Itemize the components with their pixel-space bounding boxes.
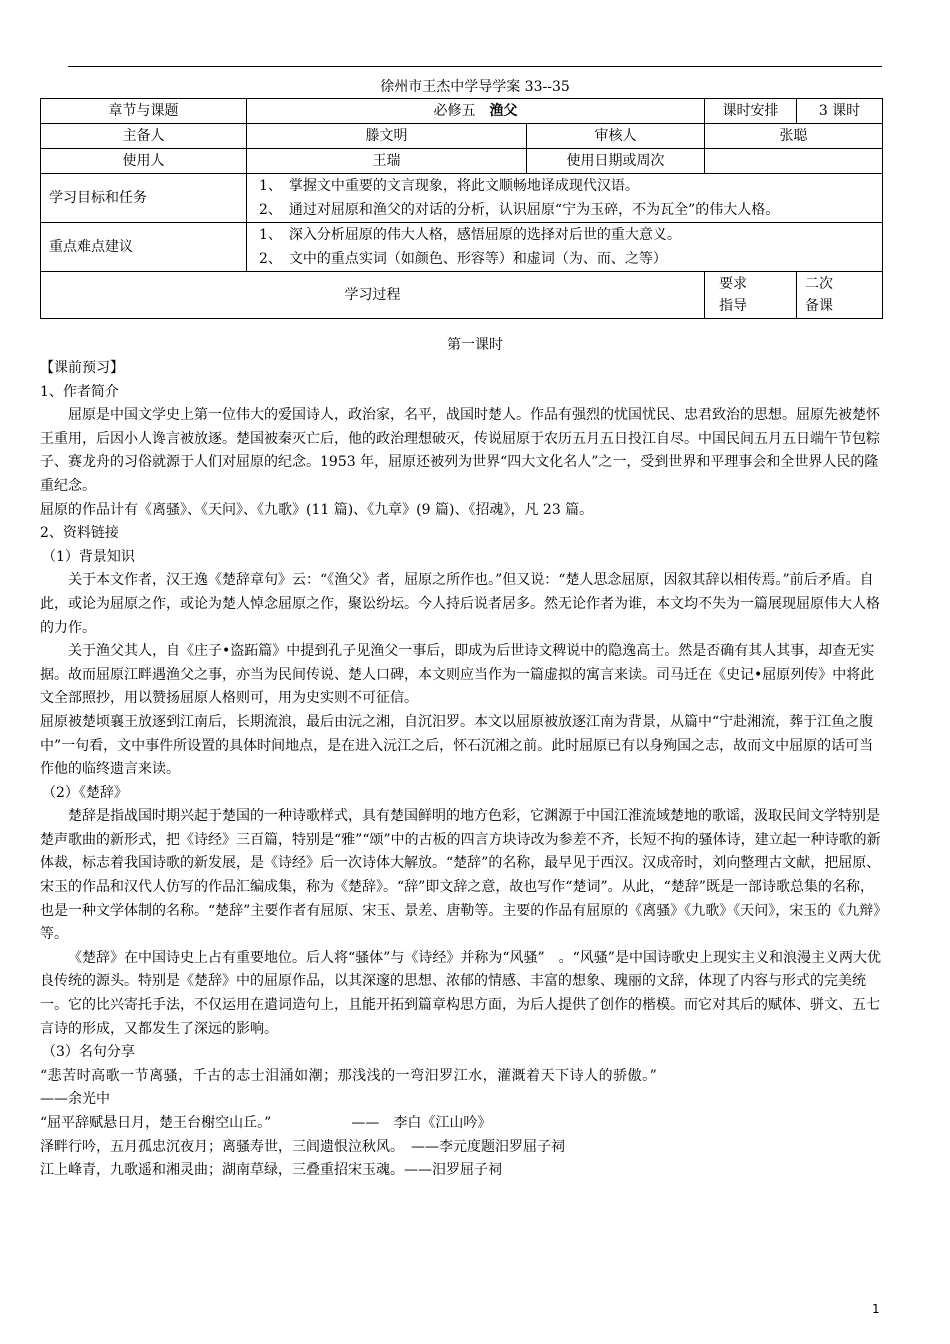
reviewer-value: 张聪 <box>705 124 883 149</box>
preview-section <box>40 357 882 1183</box>
goals-label: 学习目标和任务 <box>41 174 247 223</box>
goals-content <box>247 174 883 223</box>
preview-heading: 【课前预习】 <box>40 360 124 376</box>
chuci-paragraph: 楚辞是指战国时期兴起于楚国的一种诗歌样式，具有楚国鲜明的地方色彩，它渊源于中国江淮流域楚地的歌谣，汲取民间文学特别是楚声歌曲的新形式，把《诗经》三百篇，特别是“雅”“颂”中的古板的四言方块诗改为参差不齐，长短不拘的骚体诗，建立起一种诗歌的新体裁，标志着我国诗歌的新发展，是《诗经》后一次诗体大解放。“楚辞”的名称，最早见于西汉。汉成帝时，刘向整理古文献，把屈原、宋玉的作品和汉代人仿写的作品汇编成集，称为《楚辞》。“辞”即文辞之意，故也写作“楚词”。从此，“楚辞”既是一部诗歌总集的名称，也是一种文学体制的名称。“楚辞”主要作者有屈原、宋玉、景差、唐勒等。主要的作品有屈原的《离骚》《九歌》《天问》，宋玉的《九辩》等。 <box>40 808 881 943</box>
page-number: 1 <box>872 1302 880 1316</box>
goal-item: 2、 通过对屈原和渔父的对话的分析，认识屈原“宁为玉碎，不为瓦全”的伟大人格。 <box>259 202 780 218</box>
background-paragraph: 关于渔父其人，自《庄子•盗跖篇》中提到孔子见渔父一事后，即成为后世诗文稗说中的隐逸高士。然是否确有其人其事，却查无实据。故而屈原江畔遇渔父之事，亦当为民间传说、楚人口碑，本文则应当作为一篇虚拟的寓言来读。司马迁在《史记•屈原列传》中将此文全部照抄，用以赞扬屈原人格则可，用为史实则不可征信。 <box>40 643 875 707</box>
guidance-header: 要求 指导 <box>705 272 797 319</box>
author-heading: 1、作者简介 <box>40 383 119 400</box>
chapter-value: 必修五 渔父 <box>247 99 705 124</box>
date-value <box>705 149 883 174</box>
quotes-heading: （3）名句分享 <box>42 1044 135 1061</box>
schedule-value: 3 课时 <box>797 99 883 124</box>
table-row <box>41 223 883 272</box>
document-title: 徐州市王杰中学导学案 33--35 <box>380 79 570 95</box>
focus-item: 1、 深入分析屈原的伟大人格，感悟屈原的选择对后世的重大意义。 <box>259 227 681 243</box>
material-heading: 2、资料链接 <box>40 525 119 542</box>
quote-text: “悲苦时高歌一节离骚，千古的志士泪涌如潮；那浅浅的一弯汨罗江水，灌溉着天下诗人的骄傲。” <box>40 1067 658 1084</box>
reviewer-label: 审核人 <box>527 124 705 149</box>
author-paragraph: 屈原是中国文学史上第一位伟大的爱国诗人，政治家，名平，战国时楚人。作品有强烈的忧国忧民、忠君致治的思想。屈原先被楚怀王重用，后因小人谗言被放逐。楚国被秦灭亡后，他的政治理想破灭，传说屈原于农历五月五日投江自尽。中国民间五月五日端午节包粽子、赛龙舟的习俗就源于人们对屈原的纪念。1953 年，屈原还被列为世界“四大文化名人”之一，受到世界和平理事会和全世界人民的隆重纪念。 <box>40 407 880 494</box>
focus-item: 2、 文中的重点实词（如颜色、形容等）和虚词（为、而、之等） <box>259 251 667 267</box>
focus-content <box>247 223 883 272</box>
preparer-value: 滕文明 <box>247 124 527 149</box>
background-heading: （1）背景知识 <box>42 548 135 565</box>
lesson-info-table <box>40 98 883 319</box>
secondary-prep-header: 二次 备课 <box>797 272 883 319</box>
preparer-label: 主备人 <box>41 124 247 149</box>
date-label: 使用日期或周次 <box>527 149 705 174</box>
background-paragraph: 关于本文作者，汉王逸《楚辞章句》云：“《渔父》者，屈原之所作也。”但又说：“楚人思念屈原，因叙其辞以相传焉。”前后矛盾。自此，或论为屈原之作，或论为楚人悼念屈原之作，聚讼纷坛。今人持后说者居多。然无论作者为谁，本文均不失为一篇展现屈原伟大人格的力作。 <box>40 572 880 636</box>
works-line: 屈原的作品计有《离骚》、《天问》、《九歌》(11 篇)、《九章》(9 篇)、《招魂》，凡 23 篇。 <box>40 501 594 518</box>
table-row <box>41 174 883 223</box>
goal-item: 1、 掌握文中重要的文言现象，将此文顺畅地译成现代汉语。 <box>259 178 639 194</box>
quote-text: 江上峰青，九歌遥和湘灵曲；湖南草绿，三叠重招宋玉魂。——汨罗屈子祠 <box>40 1162 502 1179</box>
user-value: 王瑞 <box>247 149 527 174</box>
quote-author: ——余光中 <box>40 1091 110 1108</box>
table-row <box>41 124 883 149</box>
quote-text: 泽畔行吟，五月孤忠沉夜月；离骚寿世，三闾遗恨泣秋风。 ——李元度题汨罗屈子祠 <box>40 1138 565 1155</box>
schedule-label: 课时安排 <box>705 99 797 124</box>
chapter-label: 章节与课题 <box>41 99 247 124</box>
table-row <box>41 99 883 124</box>
chuci-heading: （2）《楚辞》 <box>42 784 128 801</box>
quote-line <box>40 1112 882 1136</box>
session-title: 第一课时 <box>447 337 503 353</box>
chuci-paragraph: 《楚辞》在中国诗史上占有重要地位。后人将“骚体”与《诗经》并称为“风骚” 。“风骚”是中国诗歌史上现实主义和浪漫主义两大优良传统的源头。特别是《楚辞》中的屈原作品，以其深邃的思想、浓郁的情感、丰富的想象、瑰丽的文辞，体现了内容与形式的完美统一。它的比兴寄托手法，不仅运用在遣词造句上，且能开拓到篇章构思方面，为后人提供了创作的楷模。而它对其后的赋体、骈文、五七言诗的形成，又都发生了深远的影响。 <box>40 949 881 1037</box>
quote-text: “屈平辞赋悬日月，楚王台榭空山丘。” <box>40 1115 272 1131</box>
user-label: 使用人 <box>41 149 247 174</box>
focus-label: 重点难点建议 <box>41 223 247 272</box>
header-rule <box>68 66 882 67</box>
table-row <box>41 149 883 174</box>
process-label: 学习过程 <box>41 272 705 319</box>
quote-author: —— 李白《江山吟》 <box>351 1115 492 1131</box>
background-paragraph: 屈原被楚顷襄王放逐到江南后，长期流浪，最后由沅之湘，自沉汨罗。本文以屈原被放逐江南为背景，从篇中“宁赴湘流，葬于江鱼之腹中”一句看，文中事件所设置的具体时间地点，是在进入沅江之后，怀石沉湘之前。此时屈原已有以身殉国之志，故而文中屈原的话可当作他的临终遗言来读。 <box>40 713 874 778</box>
table-row <box>41 272 883 319</box>
